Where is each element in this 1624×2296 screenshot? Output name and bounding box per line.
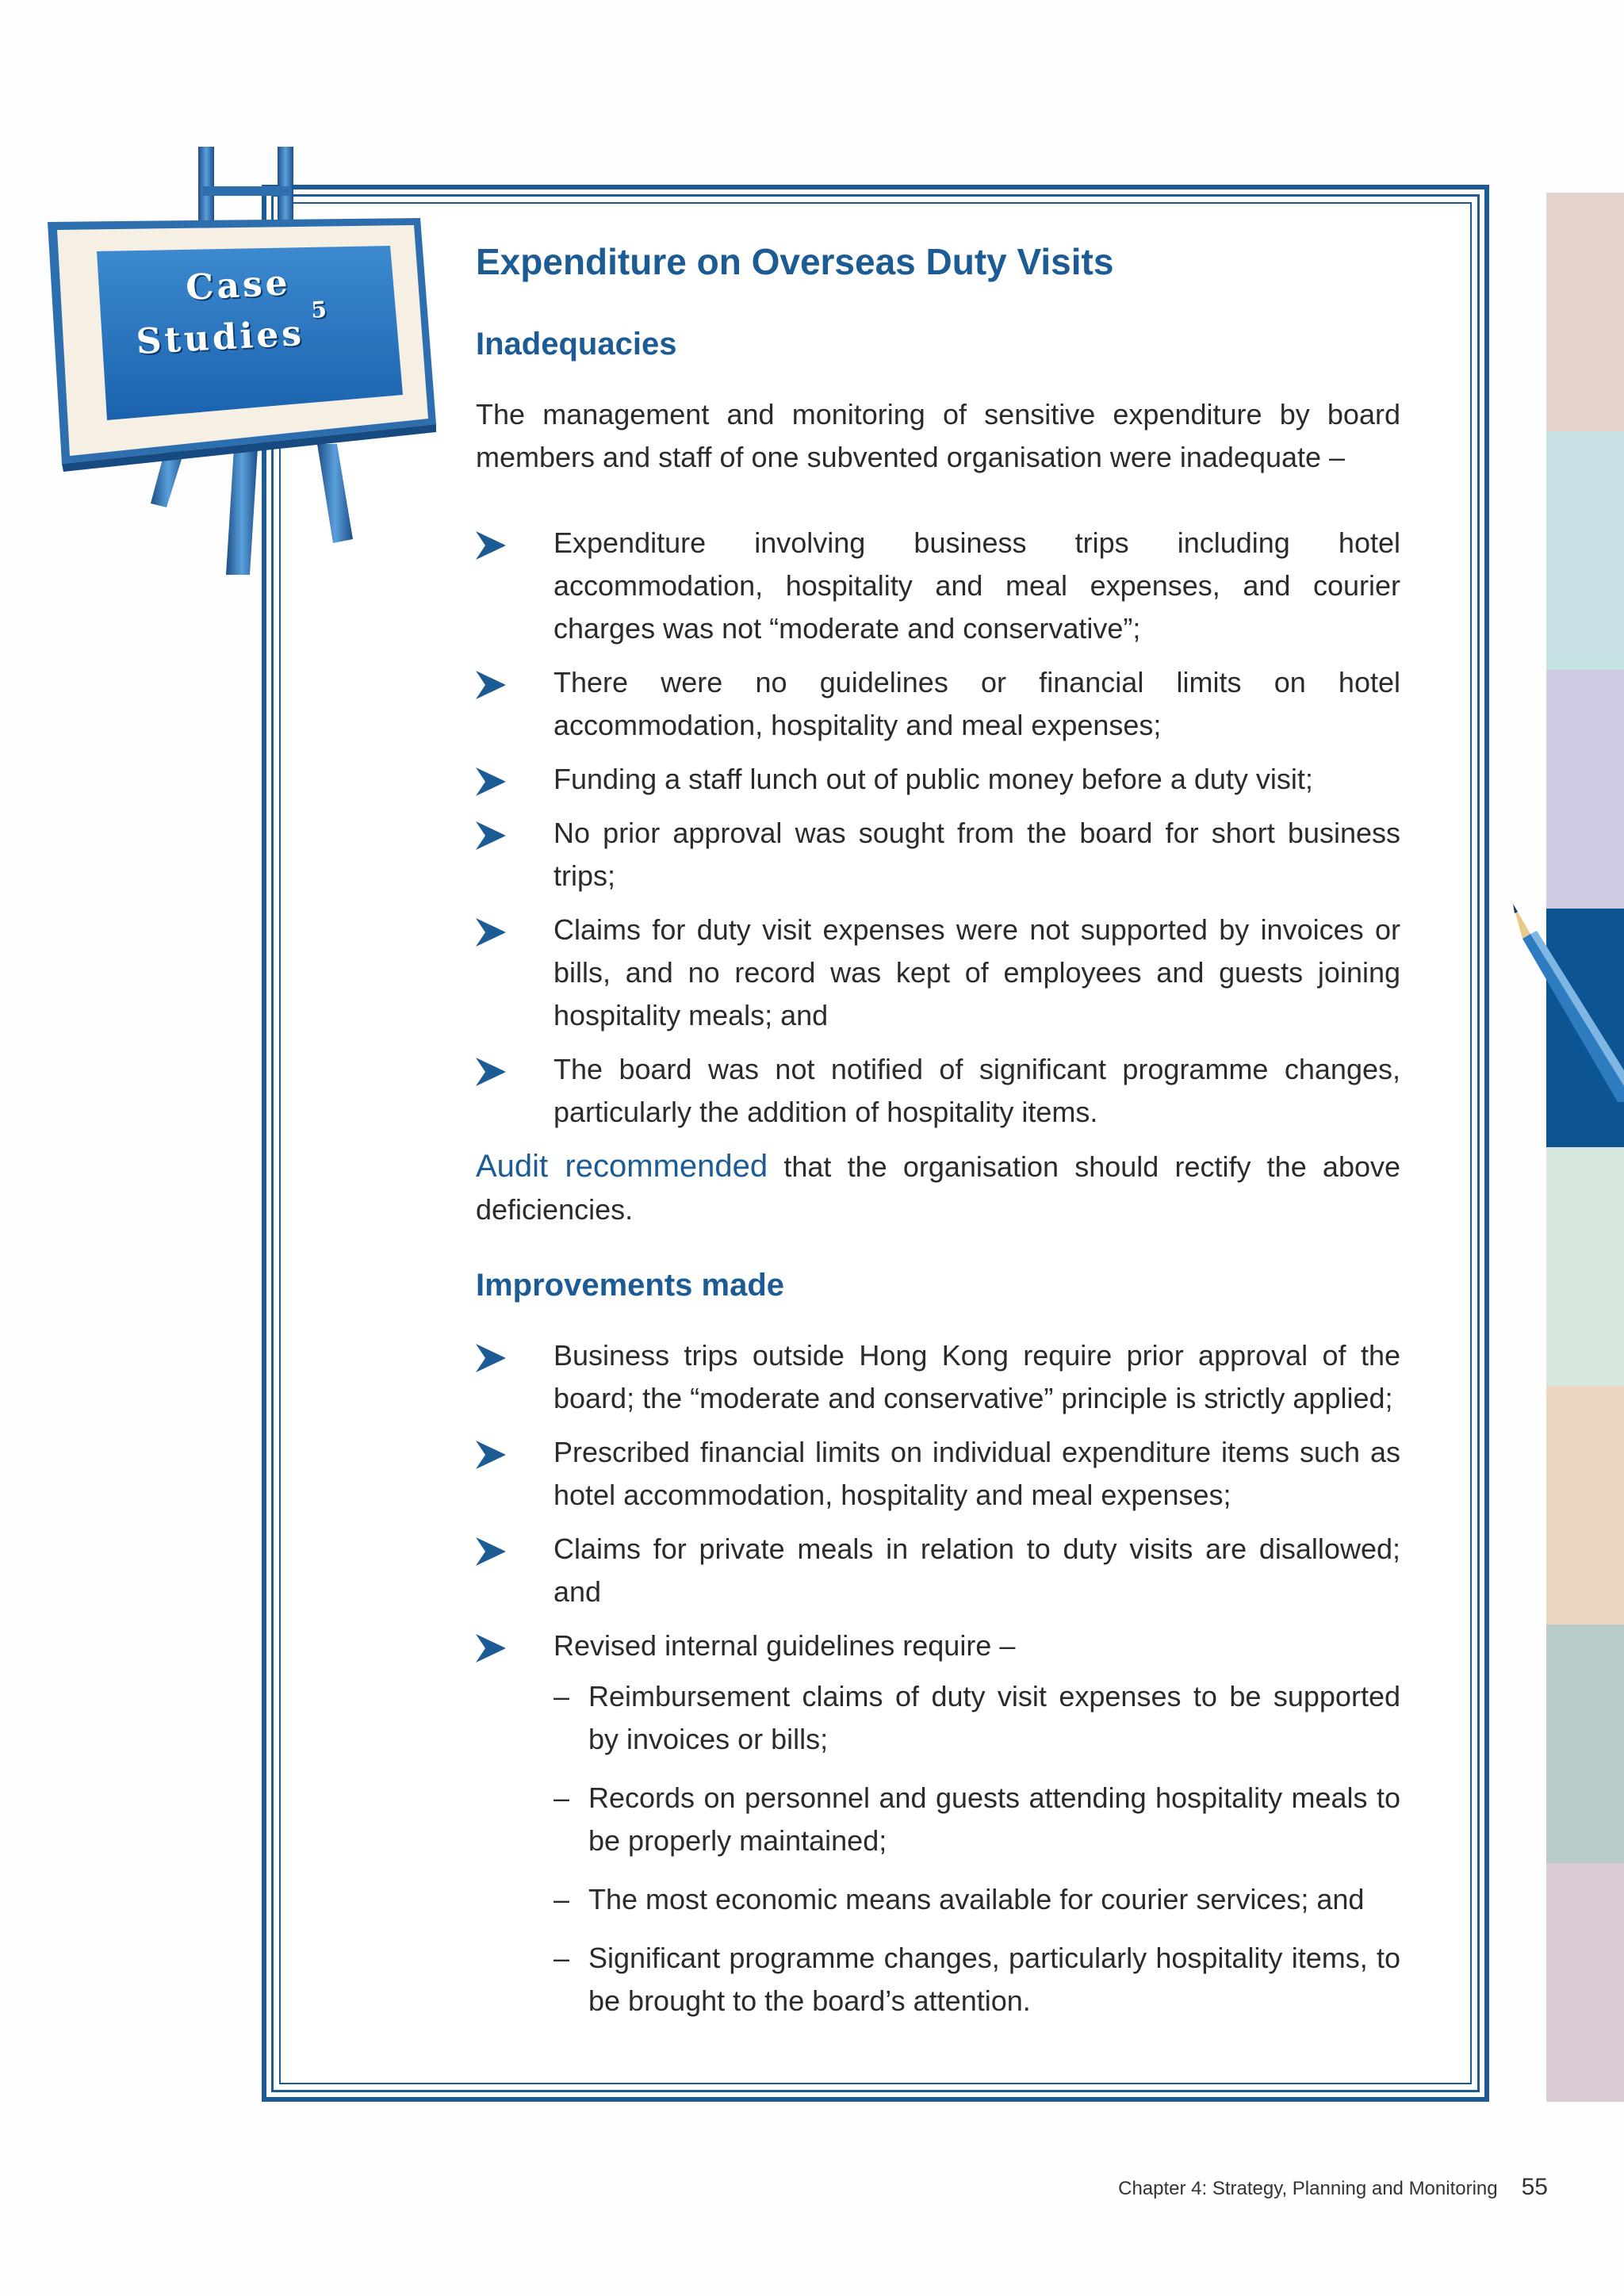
list-item: Revised internal guidelines require – – Reimbursement claims of duty visit expenses to be supported by invoices or bills; – Records on personnel and guests attending hospitality meals to be properly maintained; – The most economic means available for courier services; and – Significant programme changes, particularly hospitality items, to be brought to the board’s attention. <box>476 1624 1400 2022</box>
easel-icon <box>48 143 444 587</box>
chevron-right-icon <box>476 918 506 947</box>
list-item: Expenditure involving business trips including hotel accommodation, hospitality and meal expenses, and courier charges was not “moderate and conservative”; <box>476 522 1400 650</box>
list-item: Funding a staff lunch out of public money before a duty visit; <box>476 758 1400 801</box>
badge-line-1: Case <box>185 262 292 308</box>
section-tabs <box>1546 193 1624 2102</box>
chevron-right-icon <box>476 1344 506 1372</box>
list-item: No prior approval was sought from the board for short business trips; <box>476 812 1400 897</box>
page-title: Expenditure on Overseas Duty Visits <box>476 241 1114 282</box>
inadequacies-heading: Inadequacies <box>476 327 677 362</box>
case-study-content <box>476 238 1400 2038</box>
list-item: Business trips outside Hong Kong require prior approval of the board; the “moderate and conservative” principle is strictly applied; <box>476 1334 1400 1420</box>
chevron-right-icon <box>476 671 506 699</box>
tab-7[interactable] <box>1546 1624 1624 1863</box>
inadequacies-intro: The management and monitoring of sensitive expenditure by board members and staff of one subvented organisation were inadequate – <box>476 398 1400 473</box>
list-item: Claims for duty visit expenses were not supported by invoices or bills, and no record was kept of employees and guests joining hospitality meals; and <box>476 909 1400 1037</box>
page-number: 55 <box>1521 2174 1548 2200</box>
chapter-title: Chapter 4: Strategy, Planning and Monitoring <box>1118 2178 1498 2199</box>
tab-6[interactable] <box>1546 1386 1624 1624</box>
sub-list-item: – Records on personnel and guests attending hospitality meals to be properly maintained; <box>553 1781 1400 1857</box>
inadequacies-list <box>476 522 1400 1134</box>
sub-list-item: – Significant programme changes, particularly hospitality items, to be brought to the board’s attention. <box>553 1942 1400 2017</box>
improvements-list <box>476 1334 1400 2022</box>
audit-recommendation <box>476 1145 1400 1231</box>
tab-2[interactable] <box>1546 431 1624 670</box>
case-studies-badge <box>132 261 332 362</box>
sub-list-item: – Reimbursement claims of duty visit expenses to be supported by invoices or bills; <box>553 1680 1400 1755</box>
tab-8[interactable] <box>1546 1863 1624 2102</box>
tab-1[interactable] <box>1546 193 1624 431</box>
chevron-right-icon <box>476 531 506 560</box>
chevron-right-icon <box>476 1058 506 1086</box>
badge-line-2: Studies <box>135 312 306 363</box>
guidelines-sublist <box>553 1675 1400 2022</box>
badge-number: 5 <box>310 296 331 323</box>
improvements-heading: Improvements made <box>476 1268 785 1303</box>
chevron-right-icon <box>476 1441 506 1469</box>
chevron-right-icon <box>476 767 506 796</box>
list-item: The board was not notified of significant programme changes, particularly the addition of hospitality items. <box>476 1048 1400 1134</box>
page-footer <box>952 2174 1548 2201</box>
tab-3[interactable] <box>1546 670 1624 909</box>
pencil-icon <box>1499 904 1624 1102</box>
sub-list-item: – The most economic means available for courier services; and <box>553 1883 1365 1915</box>
chevron-right-icon <box>476 1634 506 1663</box>
tab-5[interactable] <box>1546 1147 1624 1386</box>
audit-text: that the organisation should rectify the above deficiencies. <box>476 1150 1401 1226</box>
chevron-right-icon <box>476 821 506 850</box>
list-item: Prescribed financial limits on individual expenditure items such as hotel accommodation, hospitality and meal expenses; <box>476 1431 1400 1517</box>
chevron-right-icon <box>476 1537 506 1566</box>
list-item: There were no guidelines or financial limits on hotel accommodation, hospitality and meal expenses; <box>476 661 1400 747</box>
list-item: Claims for private meals in relation to duty visits are disallowed; and <box>476 1528 1400 1613</box>
audit-lead: Audit recommended <box>476 1149 768 1184</box>
